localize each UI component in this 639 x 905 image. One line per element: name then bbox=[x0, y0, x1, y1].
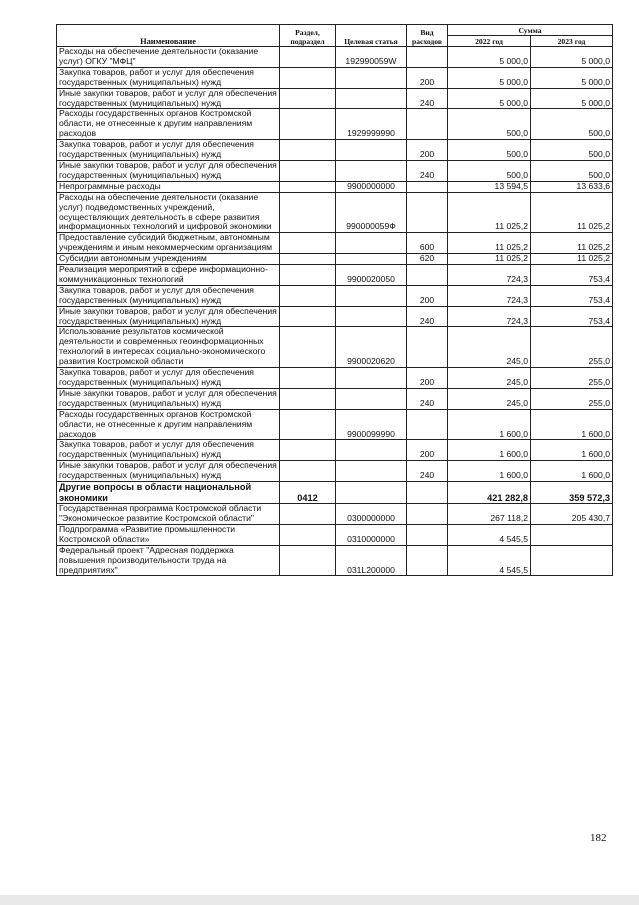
row-target bbox=[336, 88, 407, 109]
row-target bbox=[336, 368, 407, 389]
row-section bbox=[280, 524, 336, 545]
row-section bbox=[280, 388, 336, 409]
row-expense-type: 240 bbox=[407, 160, 448, 181]
row-sum-2022: 13 594,5 bbox=[448, 181, 531, 192]
row-sum-2022: 1 600,0 bbox=[448, 440, 531, 461]
row-section bbox=[280, 233, 336, 254]
row-name: Расходы на обеспечение деятельности (оказание услуг) подведомственных учреждений, осуществляющих деятельность в сфере развития информационных технологий и цифровой экономики bbox=[57, 192, 280, 233]
row-target bbox=[336, 461, 407, 482]
row-sum-2022: 1 600,0 bbox=[448, 461, 531, 482]
row-sum-2023: 5 000,0 bbox=[531, 88, 613, 109]
row-sum-2023: 13 633,6 bbox=[531, 181, 613, 192]
row-section bbox=[280, 181, 336, 192]
row-name: Иные закупки товаров, работ и услуг для обеспечения государственных (муниципальных) нужд bbox=[57, 388, 280, 409]
row-section bbox=[280, 140, 336, 161]
table-row bbox=[57, 545, 613, 576]
row-expense-type bbox=[407, 47, 448, 68]
row-name: Иные закупки товаров, работ и услуг для обеспечения государственных (муниципальных) нужд bbox=[57, 88, 280, 109]
row-sum-2023: 255,0 bbox=[531, 388, 613, 409]
table-row bbox=[57, 109, 613, 140]
row-target: 9900020050 bbox=[336, 265, 407, 286]
row-name: Расходы государственных органов Костромской области, не отнесенные к другим направлениям расходов bbox=[57, 109, 280, 140]
row-target: 990000059Ф bbox=[336, 192, 407, 233]
row-section bbox=[280, 67, 336, 88]
row-expense-type bbox=[407, 192, 448, 233]
row-expense-type: 200 bbox=[407, 368, 448, 389]
row-expense-type bbox=[407, 265, 448, 286]
row-target: 0310000000 bbox=[336, 524, 407, 545]
row-target bbox=[336, 285, 407, 306]
row-target bbox=[336, 306, 407, 327]
row-name: Закупка товаров, работ и услуг для обеспечения государственных (муниципальных) нужд bbox=[57, 285, 280, 306]
row-section bbox=[280, 47, 336, 68]
row-name: Другие вопросы в области национальной экономики bbox=[57, 482, 280, 504]
row-sum-2023 bbox=[531, 524, 613, 545]
row-section bbox=[280, 461, 336, 482]
row-expense-type: 240 bbox=[407, 461, 448, 482]
row-target bbox=[336, 160, 407, 181]
row-sum-2023: 255,0 bbox=[531, 368, 613, 389]
row-name: Субсидии автономным учреждениям bbox=[57, 254, 280, 265]
table-row bbox=[57, 440, 613, 461]
row-expense-type: 200 bbox=[407, 67, 448, 88]
row-sum-2023: 753,4 bbox=[531, 265, 613, 286]
table-row bbox=[57, 160, 613, 181]
row-expense-type bbox=[407, 482, 448, 504]
row-sum-2023: 1 600,0 bbox=[531, 461, 613, 482]
row-section bbox=[280, 160, 336, 181]
row-sum-2022: 724,3 bbox=[448, 285, 531, 306]
row-sum-2022: 500,0 bbox=[448, 160, 531, 181]
row-expense-type: 240 bbox=[407, 88, 448, 109]
row-sum-2023: 5 000,0 bbox=[531, 67, 613, 88]
row-target bbox=[336, 254, 407, 265]
row-section bbox=[280, 545, 336, 576]
row-expense-type bbox=[407, 504, 448, 525]
row-expense-type: 240 bbox=[407, 306, 448, 327]
table-row bbox=[57, 409, 613, 440]
row-expense-type: 240 bbox=[407, 388, 448, 409]
header-year-2023: 2023 год bbox=[531, 36, 613, 47]
row-target: 9900020620 bbox=[336, 327, 407, 368]
table-row bbox=[57, 482, 613, 504]
table-row bbox=[57, 368, 613, 389]
row-sum-2022: 500,0 bbox=[448, 140, 531, 161]
row-section bbox=[280, 254, 336, 265]
row-name: Иные закупки товаров, работ и услуг для обеспечения государственных (муниципальных) нужд bbox=[57, 160, 280, 181]
row-sum-2023: 359 572,3 bbox=[531, 482, 613, 504]
scan-edge bbox=[0, 895, 639, 905]
row-sum-2022: 5 000,0 bbox=[448, 67, 531, 88]
row-target: 192990059W bbox=[336, 47, 407, 68]
row-name: Реализация мероприятий в сфере информационно-коммуникационных технологий bbox=[57, 265, 280, 286]
row-name: Иные закупки товаров, работ и услуг для обеспечения государственных (муниципальных) нужд bbox=[57, 461, 280, 482]
row-target: 9900000000 bbox=[336, 181, 407, 192]
row-expense-type bbox=[407, 181, 448, 192]
row-sum-2022: 4 545,5 bbox=[448, 545, 531, 576]
row-sum-2022: 11 025,2 bbox=[448, 192, 531, 233]
row-sum-2023: 255,0 bbox=[531, 327, 613, 368]
row-target bbox=[336, 482, 407, 504]
row-sum-2023: 753,4 bbox=[531, 306, 613, 327]
table-row bbox=[57, 192, 613, 233]
table-row bbox=[57, 285, 613, 306]
page-number: 182 bbox=[590, 832, 607, 844]
table-row bbox=[57, 140, 613, 161]
row-name: Использование результатов космической деятельности и современных геоинформационных технологий в интересах социально-экономического развития Костромской области bbox=[57, 327, 280, 368]
row-target: 031L200000 bbox=[336, 545, 407, 576]
row-sum-2022: 5 000,0 bbox=[448, 88, 531, 109]
row-sum-2022: 245,0 bbox=[448, 388, 531, 409]
row-expense-type bbox=[407, 524, 448, 545]
row-sum-2022: 11 025,2 bbox=[448, 233, 531, 254]
row-expense-type: 200 bbox=[407, 440, 448, 461]
row-sum-2022: 4 545,5 bbox=[448, 524, 531, 545]
budget-table bbox=[56, 24, 613, 576]
row-expense-type bbox=[407, 545, 448, 576]
row-section bbox=[280, 285, 336, 306]
row-target bbox=[336, 67, 407, 88]
header-name: Наименование bbox=[57, 25, 280, 47]
row-sum-2023: 753,4 bbox=[531, 285, 613, 306]
row-expense-type bbox=[407, 327, 448, 368]
row-expense-type: 200 bbox=[407, 140, 448, 161]
row-sum-2023: 205 430,7 bbox=[531, 504, 613, 525]
row-expense-type: 600 bbox=[407, 233, 448, 254]
row-sum-2023 bbox=[531, 545, 613, 576]
row-name: Государственная программа Костромской области "Экономическое развитие Костромской области" bbox=[57, 504, 280, 525]
row-name: Закупка товаров, работ и услуг для обеспечения государственных (муниципальных) нужд bbox=[57, 440, 280, 461]
row-sum-2023: 500,0 bbox=[531, 109, 613, 140]
row-sum-2022: 500,0 bbox=[448, 109, 531, 140]
row-section bbox=[280, 306, 336, 327]
table-row bbox=[57, 327, 613, 368]
row-section bbox=[280, 327, 336, 368]
row-name: Расходы на обеспечение деятельности (оказание услуг) ОГКУ "МФЦ" bbox=[57, 47, 280, 68]
row-expense-type bbox=[407, 409, 448, 440]
table-row bbox=[57, 47, 613, 68]
row-expense-type bbox=[407, 109, 448, 140]
row-sum-2022: 421 282,8 bbox=[448, 482, 531, 504]
row-sum-2023: 500,0 bbox=[531, 140, 613, 161]
table-row bbox=[57, 88, 613, 109]
table-row bbox=[57, 233, 613, 254]
row-name: Закупка товаров, работ и услуг для обеспечения государственных (муниципальных) нужд bbox=[57, 67, 280, 88]
row-name: Предоставление субсидий бюджетным, автономным учреждениям и иным некоммерческим организациям bbox=[57, 233, 280, 254]
header-expense-type: Вид расходов bbox=[407, 25, 448, 47]
row-section bbox=[280, 504, 336, 525]
row-sum-2023: 11 025,2 bbox=[531, 192, 613, 233]
row-target: 9900099990 bbox=[336, 409, 407, 440]
row-section bbox=[280, 440, 336, 461]
table-row bbox=[57, 306, 613, 327]
table-row bbox=[57, 67, 613, 88]
row-sum-2022: 267 118,2 bbox=[448, 504, 531, 525]
row-section bbox=[280, 368, 336, 389]
header-year-2022: 2022 год bbox=[448, 36, 531, 47]
row-target: 1929999990 bbox=[336, 109, 407, 140]
row-section bbox=[280, 192, 336, 233]
table-row bbox=[57, 254, 613, 265]
row-sum-2022: 245,0 bbox=[448, 327, 531, 368]
table-row bbox=[57, 265, 613, 286]
row-section: 0412 bbox=[280, 482, 336, 504]
row-name: Закупка товаров, работ и услуг для обеспечения государственных (муниципальных) нужд bbox=[57, 140, 280, 161]
row-section bbox=[280, 409, 336, 440]
row-name: Иные закупки товаров, работ и услуг для обеспечения государственных (муниципальных) нужд bbox=[57, 306, 280, 327]
table-row bbox=[57, 504, 613, 525]
row-name: Закупка товаров, работ и услуг для обеспечения государственных (муниципальных) нужд bbox=[57, 368, 280, 389]
table-row bbox=[57, 524, 613, 545]
row-name: Непрограммные расходы bbox=[57, 181, 280, 192]
row-target bbox=[336, 388, 407, 409]
header-sum: Сумма bbox=[448, 25, 613, 36]
row-expense-type: 620 bbox=[407, 254, 448, 265]
row-expense-type: 200 bbox=[407, 285, 448, 306]
row-sum-2023: 1 600,0 bbox=[531, 440, 613, 461]
row-section bbox=[280, 88, 336, 109]
row-target bbox=[336, 440, 407, 461]
row-sum-2022: 724,3 bbox=[448, 265, 531, 286]
header-target: Целевая статья bbox=[336, 25, 407, 47]
row-sum-2023: 5 000,0 bbox=[531, 47, 613, 68]
table-header bbox=[57, 25, 613, 47]
row-name: Подпрограмма «Развитие промышленности Костромской области» bbox=[57, 524, 280, 545]
row-sum-2023: 11 025,2 bbox=[531, 233, 613, 254]
row-sum-2023: 11 025,2 bbox=[531, 254, 613, 265]
row-target bbox=[336, 233, 407, 254]
row-sum-2022: 724,3 bbox=[448, 306, 531, 327]
table-row bbox=[57, 461, 613, 482]
row-target: 0300000000 bbox=[336, 504, 407, 525]
row-sum-2022: 5 000,0 bbox=[448, 47, 531, 68]
table-row bbox=[57, 388, 613, 409]
table-body bbox=[57, 47, 613, 576]
row-name: Расходы государственных органов Костромской области, не отнесенные к другим направлениям расходов bbox=[57, 409, 280, 440]
table-row bbox=[57, 181, 613, 192]
row-sum-2023: 1 600,0 bbox=[531, 409, 613, 440]
row-sum-2022: 11 025,2 bbox=[448, 254, 531, 265]
row-sum-2023: 500,0 bbox=[531, 160, 613, 181]
row-section bbox=[280, 109, 336, 140]
row-name: Федеральный проект "Адресная поддержка повышения производительности труда на предприятиях" bbox=[57, 545, 280, 576]
row-sum-2022: 1 600,0 bbox=[448, 409, 531, 440]
row-target bbox=[336, 140, 407, 161]
row-sum-2022: 245,0 bbox=[448, 368, 531, 389]
header-section: Раздел, подраздел bbox=[280, 25, 336, 47]
row-section bbox=[280, 265, 336, 286]
